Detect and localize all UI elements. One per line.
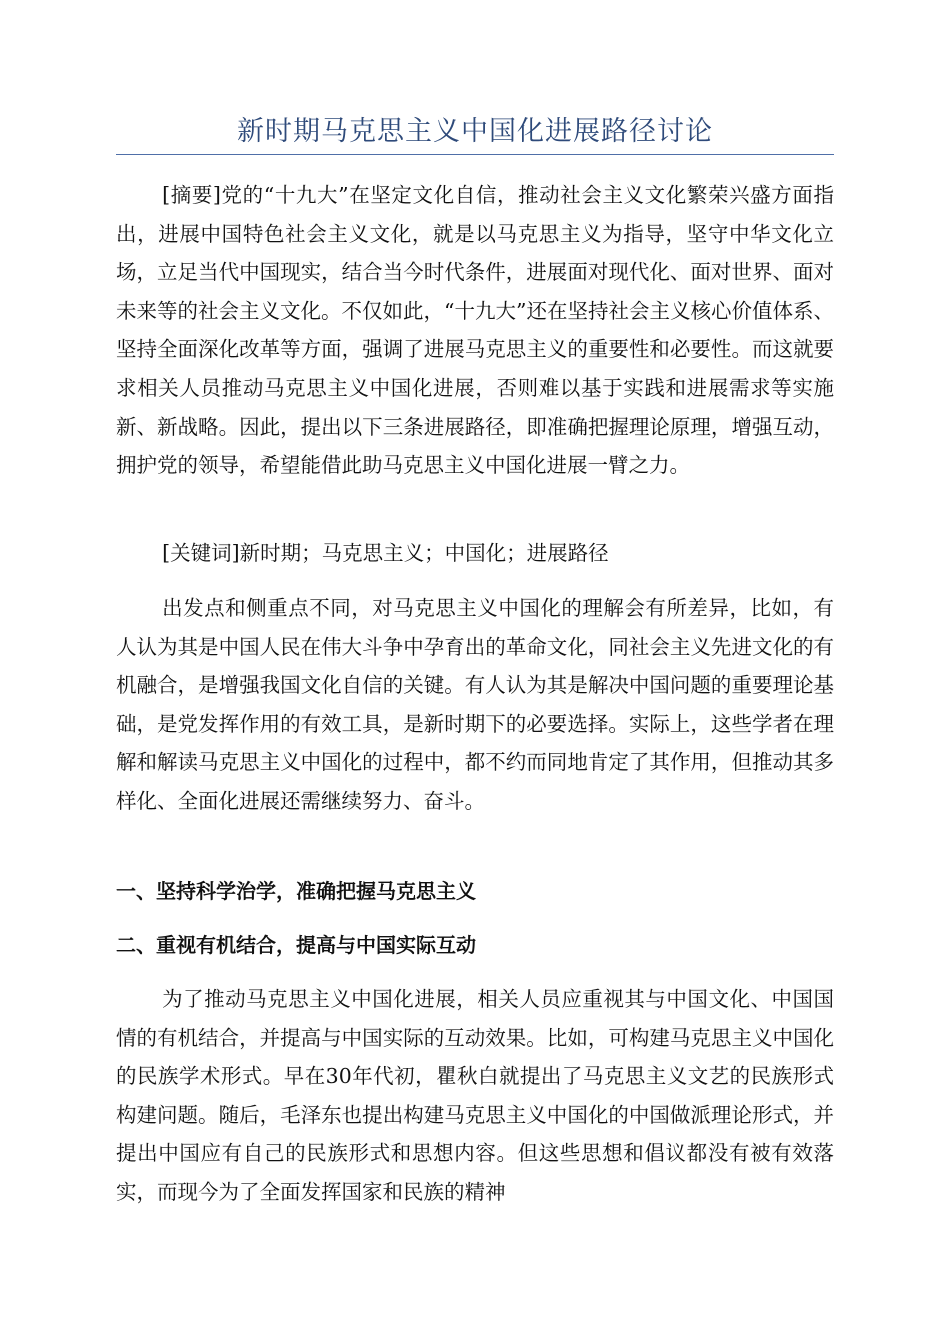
section-2-paragraph: 为了推动马克思主义中国化进展，相关人员应重视其与中国文化、中国国情的有机结合，并提高与中国实际的互动效果。比如，可构建马克思主义中国化的民族学术形式。早在30年代初，瞿秋白就提出了马克思主义文艺的民族形式构建问题。随后，毛泽东也提出构建马克思主义中国化的中国做派理论形式，并提出中国应有自己的民族形式和思想内容。但这些思想和倡议都没有被有效落实，而现今为了全面发挥国家和民族的精神 — [116, 987, 834, 1204]
document-title: 新时期马克思主义中国化进展路径讨论 — [237, 116, 713, 147]
title-underline — [116, 154, 834, 155]
section-2-heading: 二、重视有机结合，提高与中国实际互动 — [116, 933, 476, 957]
keywords-paragraph: [关键词]新时期；马克思主义；中国化；进展路径 — [162, 541, 609, 565]
abstract-paragraph: [摘要]党的“十九大”在坚定文化自信，推动社会主义文化繁荣兴盛方面指出，进展中国特色社会主义文化，就是以马克思主义为指导，坚守中华文化立场，立足当代中国现实，结合当今时代条件，进展面对现代化、面对世界、面对未来等的社会主义文化。不仅如此，“十九大”还在坚持社会主义核心价值体系、坚持全面深化改革等方面，强调了进展马克思主义的重要性和必要性。而这就要求相关人员推动马克思主义中国化进展，否则难以基于实践和进展需求等实施新、新战略。因此，提出以下三条进展路径，即准确把握理论原理，增强互动，拥护党的领导，希望能借此助马克思主义中国化进展一臂之力。 — [116, 183, 834, 478]
intro-paragraph: 出发点和侧重点不同，对马克思主义中国化的理解会有所差异，比如，有人认为其是中国人民在伟大斗争中孕育出的革命文化，同社会主义先进文化的有机融合，是增强我国文化自信的关键。有人认为其是解决中国问题的重要理论基础，是党发挥作用的有效工具，是新时期下的必要选择。实际上，这些学者在理解和解读马克思主义中国化的过程中，都不约而同地肯定了其作用，但推动其多样化、全面化进展还需继续努力、奋斗。 — [116, 596, 834, 813]
section-1-heading: 一、坚持科学治学，准确把握马克思主义 — [116, 879, 476, 903]
